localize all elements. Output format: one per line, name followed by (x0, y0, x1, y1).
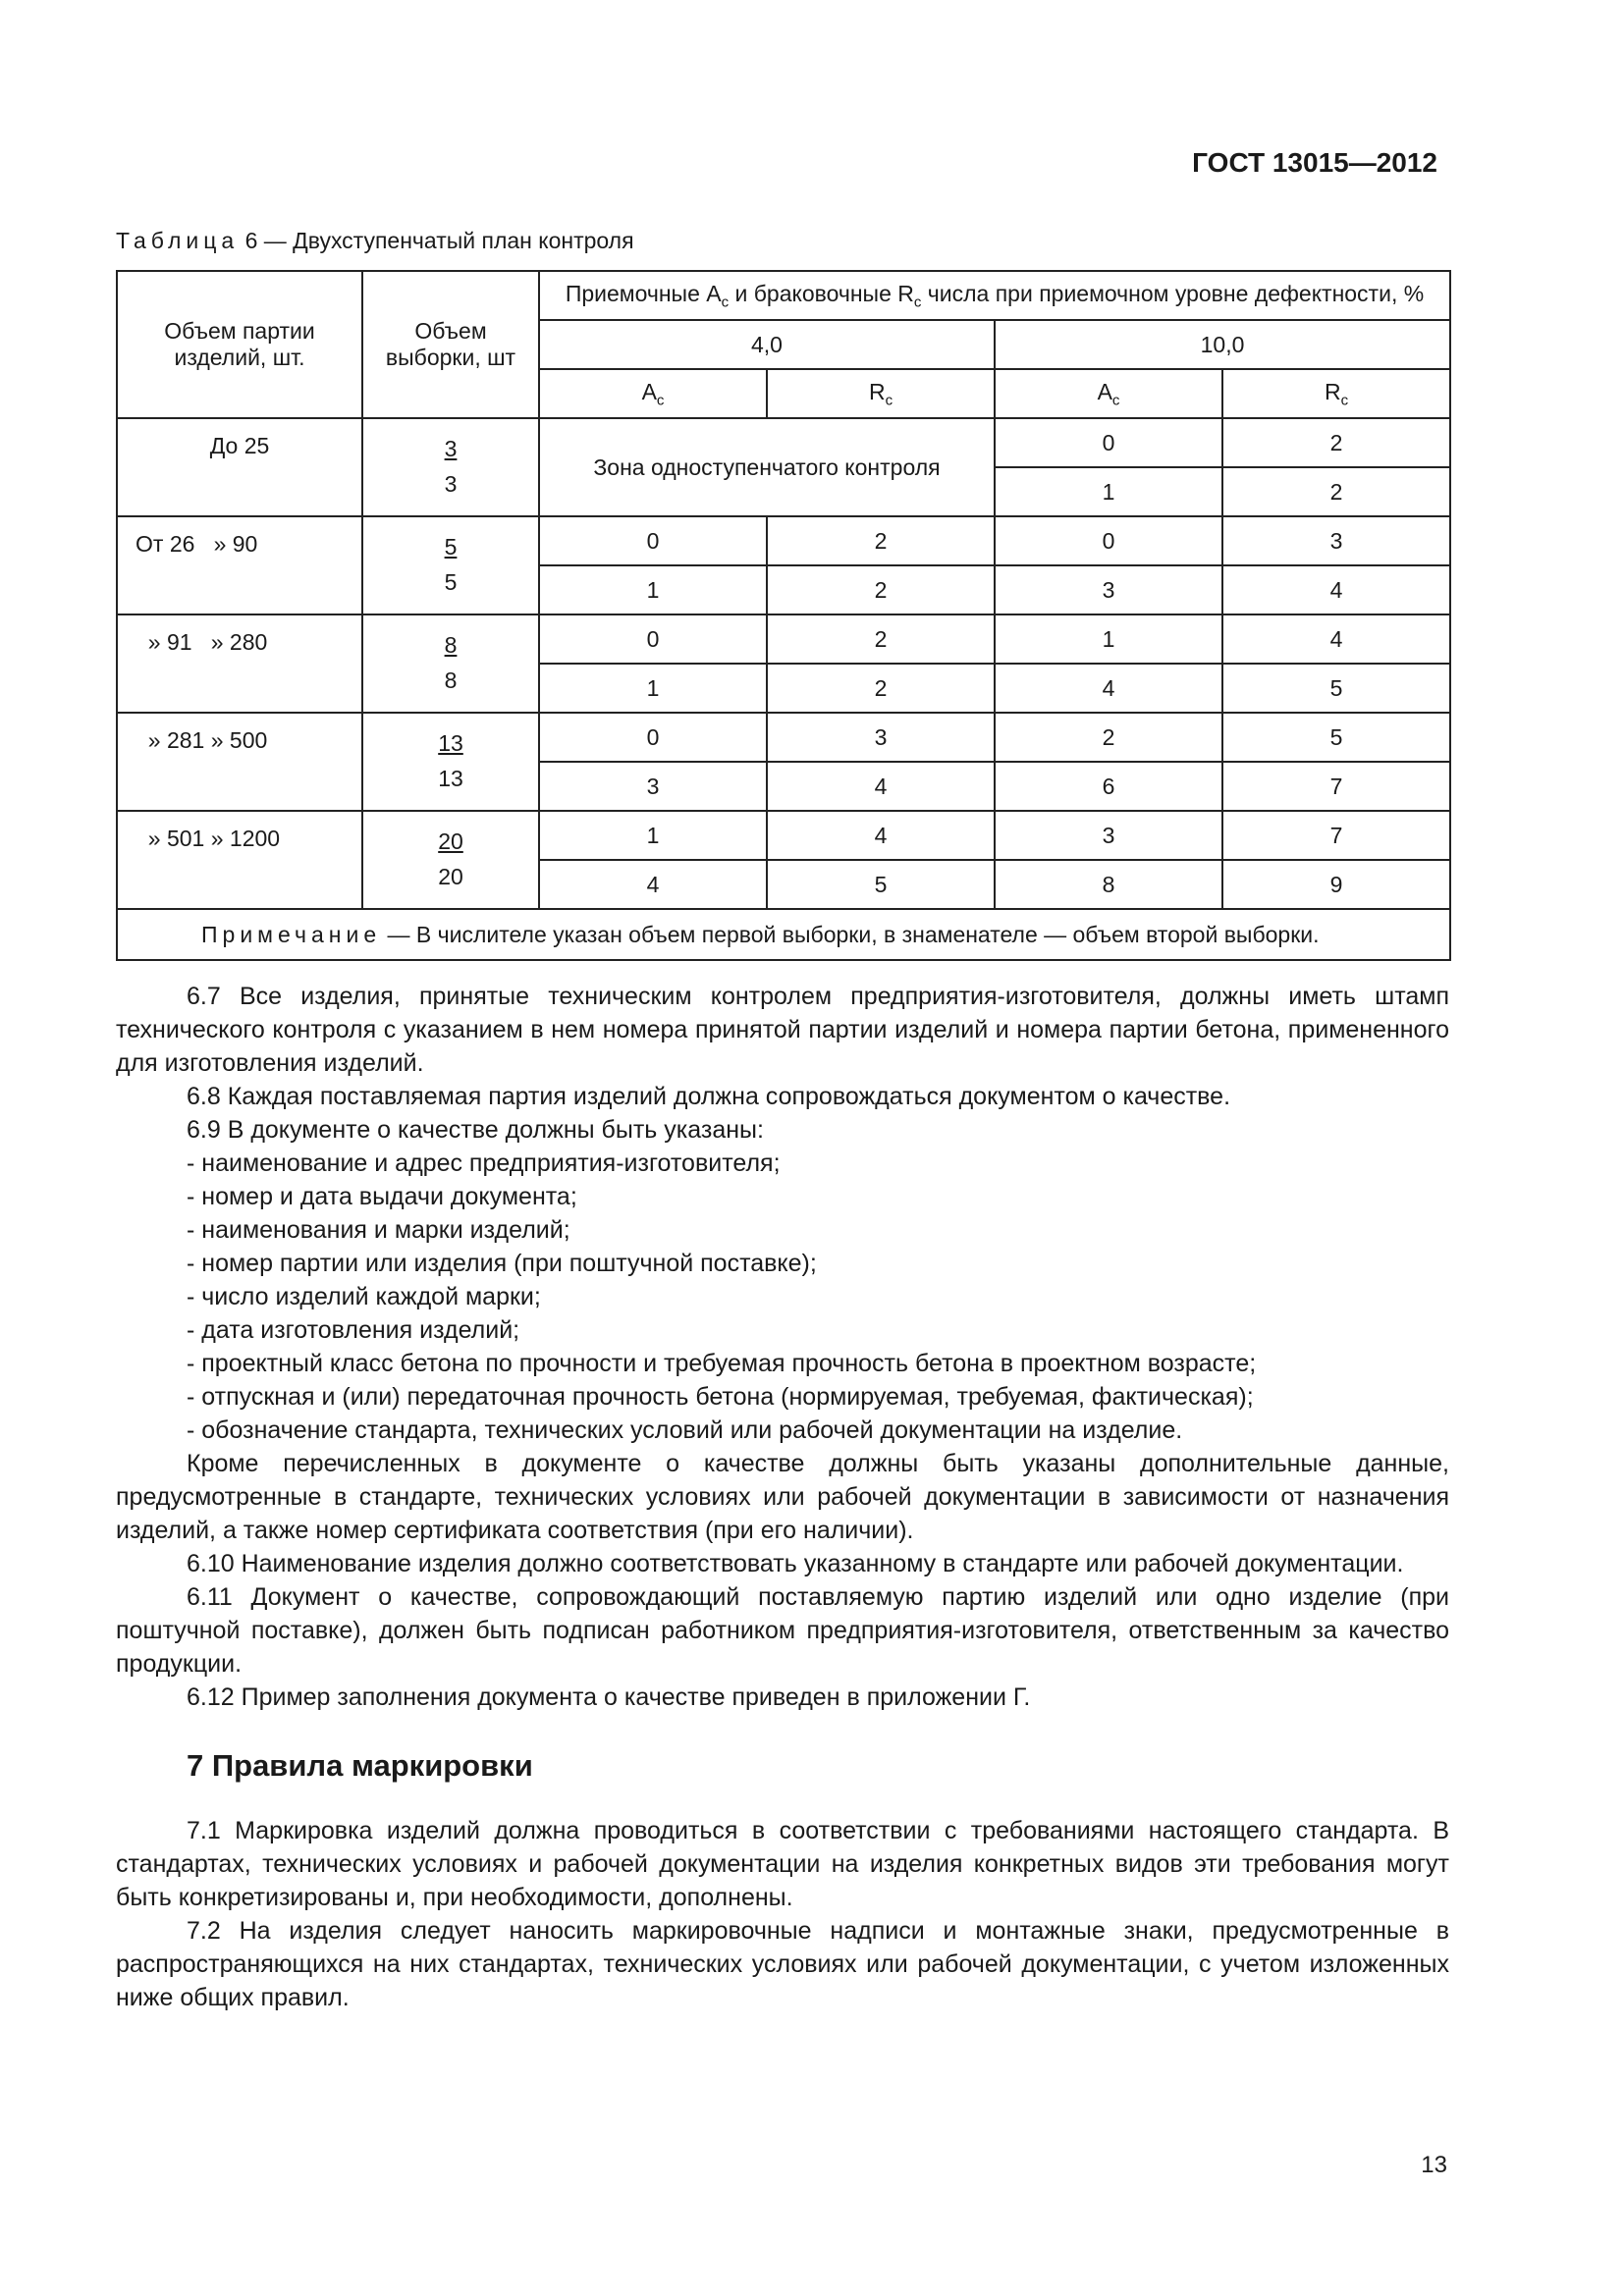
header-lot-size: Объем партии изделий, шт. (117, 271, 362, 418)
list-item: - дата изготовления изделий; (187, 1316, 520, 1344)
value-cell: 4 (995, 664, 1222, 713)
rc-label: R (1324, 378, 1341, 404)
table-caption-title: 6 — Двухступенчатый план контроля (239, 228, 634, 253)
value-cell: 4 (1222, 565, 1450, 614)
value-cell: 8 (995, 860, 1222, 909)
header-acceptance-b: и браковочные R (729, 280, 914, 306)
page-number: 13 (1421, 2152, 1447, 2178)
table-row (117, 516, 1450, 565)
ac-label: A (641, 378, 657, 404)
sample-size-cell (362, 614, 539, 713)
header-acceptance-numbers (539, 271, 1450, 320)
sample-first: 8 (444, 632, 458, 658)
value-cell: 5 (1222, 664, 1450, 713)
list-item: - номер и дата выдачи документа; (187, 1183, 577, 1210)
list-item: - проектный класс бетона по прочности и требуемая прочность бетона в проектном возрасте; (187, 1350, 1257, 1377)
value-cell: 0 (995, 418, 1222, 467)
paragraph-6-9: 6.9 В документе о качестве должны быть указаны: (187, 1116, 764, 1144)
value-cell: 0 (995, 516, 1222, 565)
rc-label: R (868, 378, 886, 404)
sample-size-cell (362, 516, 539, 614)
sample-size-cell (362, 418, 539, 516)
header-sub-c: c (721, 294, 730, 311)
value-cell: 9 (1222, 860, 1450, 909)
list-item: - отпускная и (или) передаточная прочность бетона (нормируемая, требуемая, фактическая); (187, 1383, 1254, 1411)
list-item: - наименования и марки изделий; (187, 1216, 570, 1244)
table-note-row (117, 909, 1450, 960)
sample-size-cell (362, 713, 539, 811)
value-cell: 2 (1222, 418, 1450, 467)
value-cell: 2 (767, 565, 995, 614)
rc-sub: c (1340, 392, 1349, 409)
value-cell: 3 (539, 762, 767, 811)
value-cell: 4 (539, 860, 767, 909)
rc-sub: c (885, 392, 893, 409)
value-cell: 2 (767, 664, 995, 713)
value-cell: 5 (767, 860, 995, 909)
value-cell: 2 (767, 614, 995, 664)
value-cell: 2 (767, 516, 995, 565)
paragraph-6-7: 6.7 Все изделия, принятые техническим контролем предприятия-изготовителя, должны иметь штамп технического контроля с указанием в нем номера принятой партии изделий и номера партии бетона, примененного для изготовления изделий. (116, 983, 1449, 1077)
header-acceptance-a: Приемочные A (565, 280, 722, 306)
header-acceptance-c: числа при приемочном уровне дефектности, % (921, 280, 1425, 306)
table-row (117, 418, 1450, 467)
value-cell: 4 (767, 762, 995, 811)
paragraph-6-11: 6.11 Документ о качестве, сопровождающий поставляемую партию изделий или одно изделие (при поштучной поставке), должен быть подписан работником предприятия-изготовителя, ответственным за качество продукции. (116, 1583, 1449, 1678)
paragraph-6-8: 6.8 Каждая поставляемая партия изделий должна сопровождаться документом о качестве. (187, 1083, 1231, 1110)
sample-first: 13 (438, 730, 463, 756)
list-item: - наименование и адрес предприятия-изготовителя; (187, 1149, 781, 1177)
paragraph-7-2: 7.2 На изделия следует наносить маркировочные надписи и монтажные знаки, предусмотренные в распространяющихся на них стандартах, технических условиях или рабочей документации, с учетом изложенных ниже общих правил. (116, 1917, 1449, 2011)
value-cell: 0 (539, 614, 767, 664)
table-row (117, 614, 1450, 664)
value-cell: 4 (1222, 614, 1450, 664)
value-cell: 1 (539, 565, 767, 614)
table-row (117, 811, 1450, 860)
single-stage-zone: Зона одноступенчатого контроля (539, 418, 995, 516)
header-ac (995, 369, 1222, 418)
value-cell: 3 (1222, 516, 1450, 565)
value-cell: 3 (767, 713, 995, 762)
paragraph-extra: Кроме перечисленных в документе о качестве должны быть указаны дополнительные данные, предусмотренные в стандарте, технических условиях или рабочей документации в зависимости от назначения изделий, а также номер сертификата соответствия (при его наличии). (116, 1450, 1449, 1544)
note-word: Примечание (201, 921, 382, 947)
lot-size-cell: » 91 » 280 (117, 614, 362, 713)
header-level-10: 10,0 (995, 320, 1450, 369)
body-text (116, 980, 1449, 2014)
sample-second: 8 (444, 667, 458, 693)
header-rc (1222, 369, 1450, 418)
header-sub-c: c (913, 294, 922, 311)
value-cell: 1 (995, 467, 1222, 516)
table-caption (116, 228, 634, 254)
sample-first: 5 (444, 534, 458, 560)
value-cell: 4 (767, 811, 995, 860)
paragraph-6-10: 6.10 Наименование изделия должно соответствовать указанному в стандарте или рабочей документации. (187, 1550, 1404, 1577)
list-item: - число изделий каждой марки; (187, 1283, 541, 1310)
value-cell: 6 (995, 762, 1222, 811)
value-cell: 0 (539, 713, 767, 762)
lot-size-cell: » 281 » 500 (117, 713, 362, 811)
ac-sub: c (656, 392, 665, 409)
lot-size-cell: До 25 (117, 418, 362, 516)
header-sample-size: Объем выборки, шт (362, 271, 539, 418)
value-cell: 0 (539, 516, 767, 565)
table-header-row (117, 271, 1450, 320)
sample-second: 13 (438, 766, 463, 791)
list-item: - обозначение стандарта, технических условий или рабочей документации на изделие. (187, 1416, 1183, 1444)
sample-size-cell (362, 811, 539, 909)
sample-first: 20 (438, 828, 463, 854)
control-plan-table (116, 270, 1451, 961)
document-code: ГОСТ 13015—2012 (1192, 147, 1437, 178)
table-note (117, 909, 1450, 960)
paragraph-7-1: 7.1 Маркировка изделий должна проводиться в соответствии с требованиями настоящего стандарта. В стандартах, технических условиях и рабочей документации на изделия конкретных видов эти требования могут быть конкретизированы и, при необходимости, дополнены. (116, 1817, 1449, 1911)
paragraph-6-12: 6.12 Пример заполнения документа о качестве приведен в приложении Г. (187, 1683, 1031, 1711)
value-cell: 7 (1222, 762, 1450, 811)
list-item: - номер партии или изделия (при поштучной поставке); (187, 1250, 817, 1277)
value-cell: 2 (995, 713, 1222, 762)
lot-size-cell: От 26 » 90 (117, 516, 362, 614)
value-cell: 7 (1222, 811, 1450, 860)
sample-second: 5 (444, 569, 458, 595)
lot-size-cell: » 501 » 1200 (117, 811, 362, 909)
header-level-4: 4,0 (539, 320, 995, 369)
table-row (117, 713, 1450, 762)
sample-second: 20 (438, 864, 463, 889)
value-cell: 1 (539, 664, 767, 713)
sample-second: 3 (444, 471, 458, 497)
value-cell: 3 (995, 811, 1222, 860)
table-caption-word: Таблица (116, 228, 240, 253)
header-rc (767, 369, 995, 418)
ac-label: A (1097, 378, 1112, 404)
header-ac (539, 369, 767, 418)
value-cell: 5 (1222, 713, 1450, 762)
ac-sub: c (1111, 392, 1120, 409)
value-cell: 3 (995, 565, 1222, 614)
note-text: — В числителе указан объем первой выборки, в знаменателе — объем второй выборки. (381, 921, 1320, 947)
value-cell: 2 (1222, 467, 1450, 516)
section-heading-7: 7 Правила маркировки (187, 1748, 533, 1783)
value-cell: 1 (539, 811, 767, 860)
value-cell: 1 (995, 614, 1222, 664)
sample-first: 3 (444, 436, 458, 461)
